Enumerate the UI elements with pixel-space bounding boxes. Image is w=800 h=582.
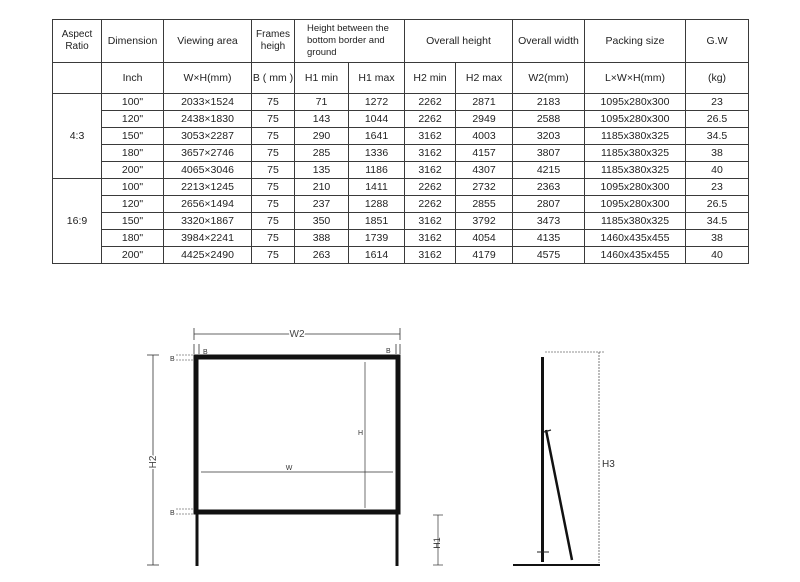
table-cell: 3473 (513, 213, 585, 230)
header-overall-width: Overall width (513, 20, 585, 63)
h3-label: H3 (602, 459, 615, 470)
table-cell: 1095x280x300 (585, 111, 686, 128)
table-cell: 1614 (349, 247, 405, 264)
table-cell: 26.5 (686, 196, 749, 213)
table-cell: 1185x380x325 (585, 162, 686, 179)
header-gross-weight: G.W (686, 20, 749, 63)
table-cell: 34.5 (686, 213, 749, 230)
table-cell: 2262 (405, 196, 456, 213)
table-cell: 2871 (456, 94, 513, 111)
table-cell: 2033×1524 (164, 94, 252, 111)
table-cell: 2855 (456, 196, 513, 213)
table-cell: 263 (295, 247, 349, 264)
b-label-top-right: B (386, 348, 391, 355)
w-label: W (285, 465, 293, 472)
table-cell: 120" (102, 196, 164, 213)
screen-frame (196, 357, 398, 512)
table-cell: 1460x435x455 (585, 247, 686, 264)
table-cell: 4179 (456, 247, 513, 264)
table-cell: 1460x435x455 (585, 230, 686, 247)
table-cell: 1044 (349, 111, 405, 128)
table-cell: 75 (252, 213, 295, 230)
table-cell: 1851 (349, 213, 405, 230)
table-cell: 38 (686, 230, 749, 247)
table-cell: 3053×2287 (164, 128, 252, 145)
table-cell: 3162 (405, 128, 456, 145)
table-cell: 23 (686, 179, 749, 196)
table-cell: 200" (102, 247, 164, 264)
table-cell: 3984×2241 (164, 230, 252, 247)
b-label-top-left: B (203, 349, 208, 356)
header-packing-size: Packing size (585, 20, 686, 63)
table-cell: 4065×3046 (164, 162, 252, 179)
table-cell: 1185x380x325 (585, 213, 686, 230)
subheader-b: B ( mm ) (252, 63, 295, 94)
h1-label: H1 (432, 537, 442, 549)
header-frames-height: Frames heigh (252, 20, 295, 63)
header-dimension: Dimension (102, 20, 164, 63)
subheader-lwh: L×W×H(mm) (585, 63, 686, 94)
table-cell: 75 (252, 128, 295, 145)
table-cell: 75 (252, 94, 295, 111)
table-cell: 4135 (513, 230, 585, 247)
aspect-ratio-cell: 4:3 (53, 94, 102, 179)
subheader-wxh: W×H(mm) (164, 63, 252, 94)
subheader-h2-min: H2 min (405, 63, 456, 94)
table-cell: 4003 (456, 128, 513, 145)
table-cell: 1288 (349, 196, 405, 213)
table-cell: 3162 (405, 247, 456, 264)
table-cell: 2656×1494 (164, 196, 252, 213)
table-cell: 71 (295, 94, 349, 111)
side-view (513, 352, 604, 565)
table-cell: 3792 (456, 213, 513, 230)
h2-label: H2 (148, 455, 159, 469)
w2-label: W2 (289, 329, 305, 340)
table-cell: 4157 (456, 145, 513, 162)
table-cell: 120" (102, 111, 164, 128)
table-cell: 1641 (349, 128, 405, 145)
table-cell: 290 (295, 128, 349, 145)
h-label: H (358, 430, 364, 437)
table-cell: 3162 (405, 162, 456, 179)
b-label-left-top: B (170, 356, 175, 363)
table-cell: 180" (102, 230, 164, 247)
table-cell: 210 (295, 179, 349, 196)
table-cell: 150" (102, 128, 164, 145)
table-cell: 350 (295, 213, 349, 230)
subheader-h2-max: H2 max (456, 63, 513, 94)
table-cell: 34.5 (686, 128, 749, 145)
table-cell: 2363 (513, 179, 585, 196)
table-cell: 4425×2490 (164, 247, 252, 264)
table-cell: 1739 (349, 230, 405, 247)
table-cell: 75 (252, 230, 295, 247)
table-cell: 3657×2746 (164, 145, 252, 162)
table-cell: 1336 (349, 145, 405, 162)
header-aspect-ratio: Aspect Ratio (53, 20, 102, 63)
table-cell: 2438×1830 (164, 111, 252, 128)
table-cell: 4215 (513, 162, 585, 179)
table-cell: 2732 (456, 179, 513, 196)
table-cell: 2949 (456, 111, 513, 128)
header-overall-height: Overall height (405, 20, 513, 63)
subheader-w2: W2(mm) (513, 63, 585, 94)
subheader-h1-max: H1 max (349, 63, 405, 94)
table-cell: 143 (295, 111, 349, 128)
table-cell: 1185x380x325 (585, 145, 686, 162)
table-cell: 38 (686, 145, 749, 162)
table-cell: 4307 (456, 162, 513, 179)
table-cell: 2213×1245 (164, 179, 252, 196)
table-cell: 75 (252, 196, 295, 213)
table-cell: 3320×1867 (164, 213, 252, 230)
table-cell: 40 (686, 162, 749, 179)
table-cell: 388 (295, 230, 349, 247)
table-cell: 75 (252, 179, 295, 196)
table-cell: 3162 (405, 145, 456, 162)
table-cell: 1411 (349, 179, 405, 196)
table-cell: 4054 (456, 230, 513, 247)
table-cell: 1186 (349, 162, 405, 179)
table-cell: 3162 (405, 213, 456, 230)
table-cell: 1095x280x300 (585, 94, 686, 111)
table-cell: 3162 (405, 230, 456, 247)
table-cell: 2807 (513, 196, 585, 213)
table-cell: 1095x280x300 (585, 196, 686, 213)
table-cell: 2262 (405, 94, 456, 111)
subheader-h1-min: H1 min (295, 63, 349, 94)
table-cell: 23 (686, 94, 749, 111)
table-cell: 1272 (349, 94, 405, 111)
front-view (147, 328, 443, 566)
header-height-border-ground: Height between the bottom border and ground (295, 20, 405, 63)
table-cell: 2262 (405, 111, 456, 128)
table-cell: 237 (295, 196, 349, 213)
table-cell: 40 (686, 247, 749, 264)
table-cell: 1185x380x325 (585, 128, 686, 145)
subheader-kg: (kg) (686, 63, 749, 94)
table-cell: 75 (252, 145, 295, 162)
table-cell: 3203 (513, 128, 585, 145)
table-cell: 26.5 (686, 111, 749, 128)
table-cell: 200" (102, 162, 164, 179)
table-cell: 100" (102, 179, 164, 196)
table-cell: 4575 (513, 247, 585, 264)
table-cell: 2588 (513, 111, 585, 128)
table-cell: 2262 (405, 179, 456, 196)
table-cell: 100" (102, 94, 164, 111)
table-cell: 75 (252, 247, 295, 264)
table-cell: 75 (252, 111, 295, 128)
table-cell: 135 (295, 162, 349, 179)
b-label-left-bottom: B (170, 510, 175, 517)
table-cell: 3807 (513, 145, 585, 162)
table-cell: 285 (295, 145, 349, 162)
table-cell: 2183 (513, 94, 585, 111)
subheader-inch: Inch (102, 63, 164, 94)
table-cell: 180" (102, 145, 164, 162)
aspect-ratio-cell: 16:9 (53, 179, 102, 264)
table-cell: 150" (102, 213, 164, 230)
table-cell: 75 (252, 162, 295, 179)
header-viewing-area: Viewing area (164, 20, 252, 63)
table-cell: 1095x280x300 (585, 179, 686, 196)
